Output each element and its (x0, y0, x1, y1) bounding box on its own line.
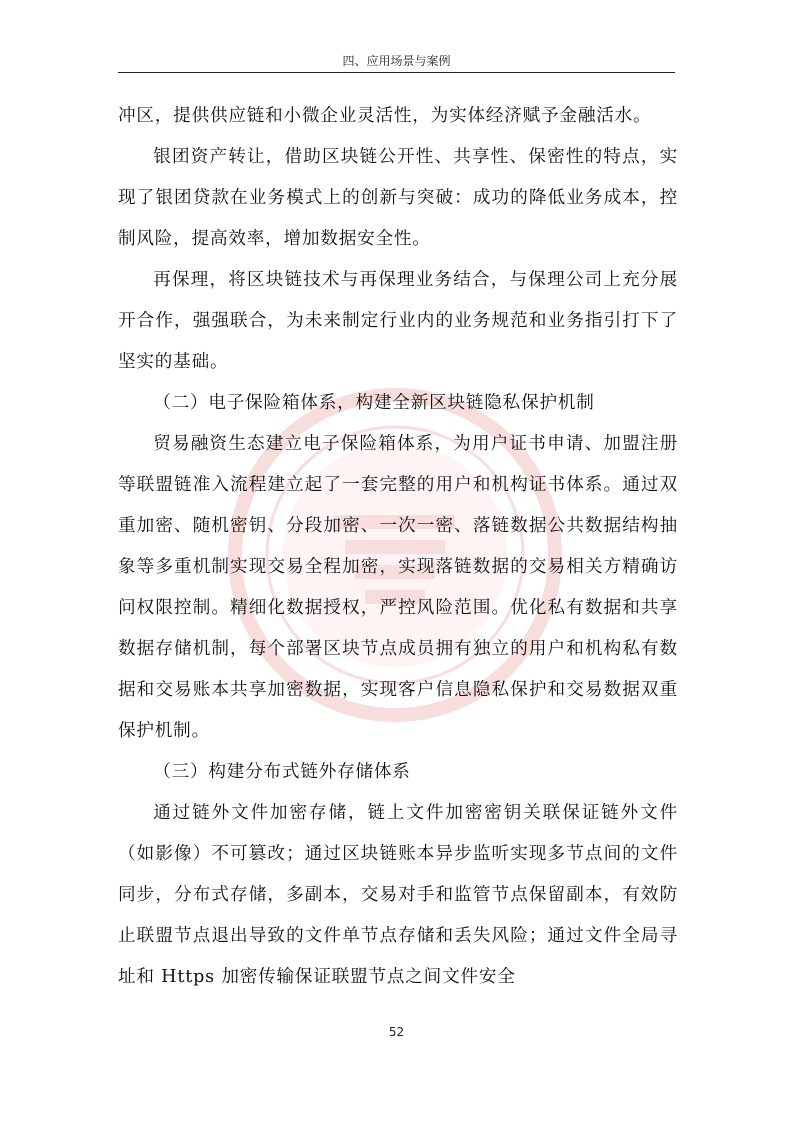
section-heading: （二）电子保险箱体系，构建全新区块链隐私保护机制 (153, 393, 595, 413)
body-paragraph: 再保理，将区块链技术与再保理业务结合，与保理公司上充分展开合作，强强联合，为未来制定行业内的业务规范和业务指引打下了坚实的基础。 (118, 270, 678, 372)
document-body (118, 96, 678, 998)
page-number: 52 (388, 1025, 405, 1039)
header-divider (118, 72, 675, 73)
section-heading: （三）构建分布式链外存储体系 (153, 762, 411, 782)
body-paragraph: 贸易融资生态建立电子保险箱体系，为用户证书申请、加盟注册等联盟链准入流程建立起了一套完整的用户和机构证书体系。通过双重加密、随机密钥、分段加密、一次一密、落链数据公共数据结构抽象等多重机制实现交易全程加密，实现落链数据的交易相关方精确访问权限控制。精细化数据授权，严控风险范围。优化私有数据和共享数据存储机制，每个部署区块节点成员拥有独立的用户和机构私有数据和交易账本共享加密数据，实现客户信息隐私保护和交易数据双重保护机制。 (118, 434, 678, 741)
body-paragraph: 通过链外文件加密存储，链上文件加密密钥关联保证链外文件（如影像）不可篡改；通过区块链账本异步监听实现多节点间的文件同步，分布式存储，多副本，交易对手和监管节点保留副本，有效防止联盟节点退出导致的文件单节点存储和丢失风险；通过文件全局寻址和 Https 加密传输保证联盟节点之间文件安全 (118, 803, 678, 987)
body-paragraph: 冲区，提供供应链和小微企业灵活性，为实体经济赋予金融活水。 (118, 106, 652, 126)
running-header: 四、应用场景与案例 (342, 54, 451, 68)
body-paragraph: 银团资产转让，借助区块链公开性、共享性、保密性的特点，实现了银团贷款在业务模式上的创新与突破：成功的降低业务成本，控制风险，提高效率，增加数据安全性。 (118, 147, 678, 249)
